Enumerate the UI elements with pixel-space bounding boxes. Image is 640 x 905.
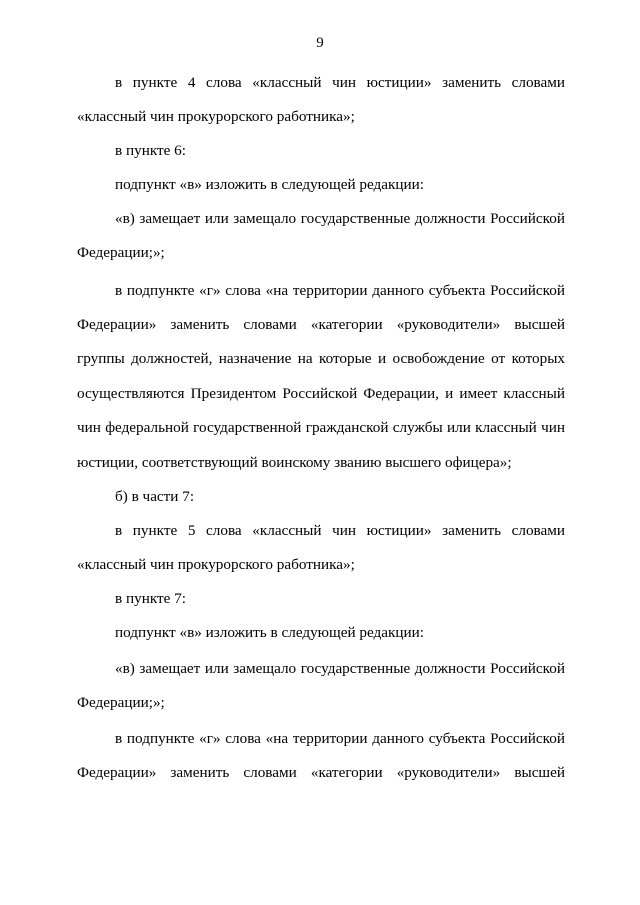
paragraph-line: подпункт «в» изложить в следующей редакции: <box>115 176 424 193</box>
paragraph-line: в пункте 4 слова «классный чин юстиции» заменить словами <box>115 74 565 91</box>
paragraph-line: «в) замещает или замещало государственные должности Российской <box>115 660 565 677</box>
paragraph-line: «классный чин прокурорского работника»; <box>77 108 355 125</box>
paragraph-line: подпункт «в» изложить в следующей редакции: <box>115 624 424 641</box>
paragraph-line: Федерации» заменить словами «категории «руководители» высшей группы должностей, назначение на которые и освобождение от которых осуществляются Президентом Российской Федерации, и имеет классный чин федеральной государственной гражданской службы или классный чин юстиции, соответствующий воинскому званию высшего офицера»; <box>77 316 565 471</box>
paragraph-line: «классный чин прокурорского работника»; <box>77 556 355 573</box>
paragraph-line: б) в части 7: <box>115 488 195 505</box>
paragraph-line: в пункте 6: <box>115 142 186 159</box>
paragraph-line: Федерации» заменить словами «категории «руководители» высшей <box>77 764 565 781</box>
paragraph-line: «в) замещает или замещало государственные должности Российской <box>115 210 565 227</box>
paragraph-line: в пункте 7: <box>115 590 186 607</box>
paragraph-line: в подпункте «г» слова «на территории данного субъекта Российской <box>115 730 565 747</box>
paragraph-line: в пункте 5 слова «классный чин юстиции» заменить словами <box>115 522 565 539</box>
page-number: 9 <box>316 35 324 51</box>
paragraph-line: Федерации;»; <box>77 694 165 711</box>
paragraph-line: в подпункте «г» слова «на территории данного субъекта Российской <box>115 282 565 299</box>
paragraph-line: Федерации;»; <box>77 244 165 261</box>
